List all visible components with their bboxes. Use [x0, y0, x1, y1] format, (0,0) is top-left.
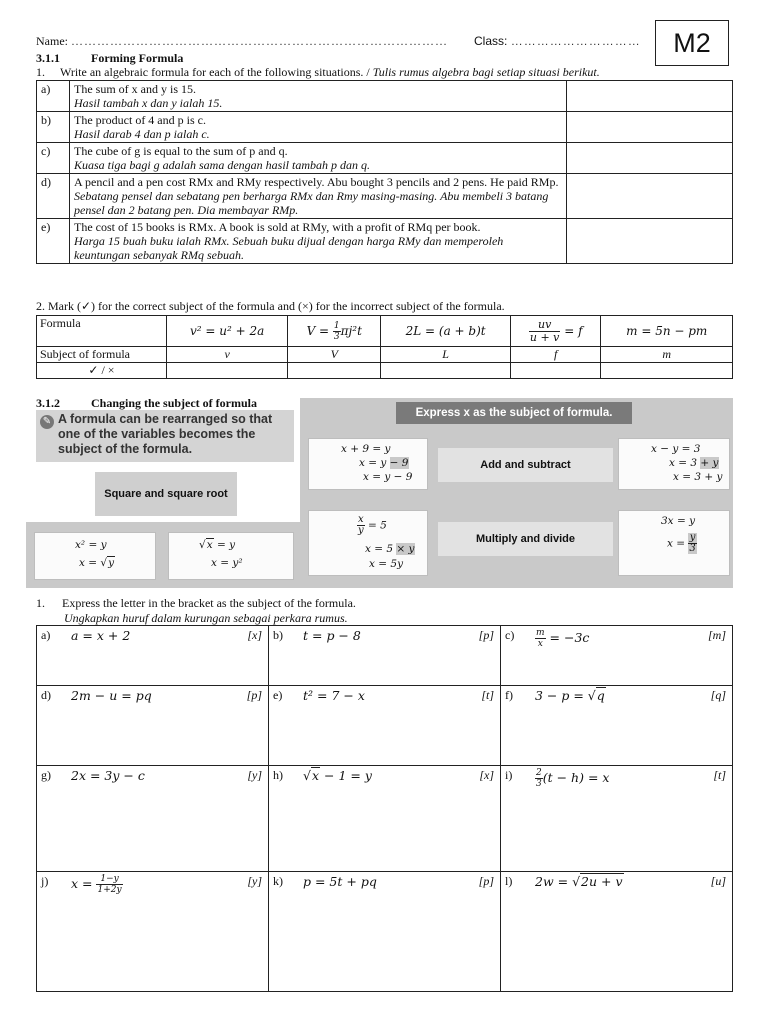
square-root-panel	[26, 522, 300, 588]
item-label: e)	[273, 688, 283, 702]
situation-english: The cost of 15 books is RMx. A book is sold at RMy, with a profit of RMq per book.	[74, 220, 481, 234]
mark-cell[interactable]	[601, 363, 733, 379]
situation-malay: Sebatang pensel dan sebatang pen berharga RMx dan Rmy masing-masing. Abu membeli 3 batang pensel dan 2 batang pen. Dia membayar RMp.	[74, 189, 549, 217]
equation: p = 5t + pq	[303, 874, 377, 889]
name-line	[36, 34, 448, 49]
table-row	[37, 363, 733, 379]
situation-text	[70, 112, 567, 143]
add-example-card: x + 9 = y x = y − 9 x = y − 9	[308, 438, 428, 490]
class-blank: …………………………	[510, 34, 641, 48]
equation: √x − 1 = y	[303, 768, 372, 783]
class-line	[474, 34, 641, 48]
item-j[interactable]	[37, 872, 269, 992]
subject-cell: V	[288, 347, 381, 363]
formula-cell: v² = u² + 2a	[167, 316, 288, 347]
target-variable: [t]	[481, 688, 494, 702]
subject-cell: L	[381, 347, 511, 363]
add-subtract-label: Add and subtract	[438, 448, 613, 482]
class-label: Class:	[474, 34, 508, 48]
name-blank: ……………………………………………………………………………	[71, 34, 448, 48]
situation-text	[70, 174, 567, 219]
formula-header: Formula	[37, 316, 167, 347]
situation-english: The cube of g is equal to the sum of p and q.	[74, 144, 288, 158]
item-label: a)	[41, 628, 51, 642]
target-variable: [p]	[478, 874, 494, 888]
question-number: 1.	[36, 65, 45, 79]
table-row	[37, 112, 733, 143]
row-label: e)	[37, 219, 70, 264]
table-row	[37, 766, 733, 872]
subject-cell: m	[601, 347, 733, 363]
divide-example-card: 3x = y x = $\frac{y}{3}$	[618, 510, 730, 576]
intro-panel	[36, 410, 294, 462]
situations-table	[36, 80, 733, 264]
equation: t = p − 8	[303, 628, 361, 643]
target-variable: [q]	[710, 688, 726, 702]
row-label: c)	[37, 143, 70, 174]
item-d[interactable]	[37, 686, 269, 766]
situation-text	[70, 143, 567, 174]
target-variable: [p]	[246, 688, 262, 702]
mark-label: ✓ / ×	[37, 363, 167, 379]
item-k[interactable]	[269, 872, 501, 992]
square-root-label: Square and square root	[95, 472, 237, 516]
item-label: i)	[505, 768, 513, 782]
question-malay: Tulis rumus algebra bagi setiap situasi berikut.	[372, 65, 600, 79]
section-title: Changing the subject of formula	[91, 396, 258, 410]
subject-cell: v	[167, 347, 288, 363]
target-variable: [u]	[710, 874, 726, 888]
equation: t² = 7 − x	[303, 688, 365, 703]
item-label: k)	[273, 874, 283, 888]
section-number: 3.1.1	[36, 51, 60, 65]
situation-english: The sum of x and y is 15.	[74, 82, 196, 96]
item-label: l)	[505, 874, 513, 888]
situation-text	[70, 219, 567, 264]
answer-cell[interactable]	[567, 143, 733, 174]
answer-cell[interactable]	[567, 112, 733, 143]
situation-english: A pencil and a pen cost RMx and RMy respectively. Abu bought 3 pencils and 2 pens. He paid RMp.	[74, 175, 559, 189]
situation-malay: Harga 15 buah buku ialah RMx. Sebuah buku dijual dengan harga RMy dan memperoleh keuntungan sebanyak RMq sebuah.	[74, 234, 504, 262]
info-icon: ✎	[40, 415, 54, 429]
situation-malay: Hasil darab 4 dan p ialah c.	[74, 127, 210, 141]
target-variable: [m]	[707, 628, 726, 642]
item-c[interactable]	[501, 626, 733, 686]
item-i[interactable]	[501, 766, 733, 872]
formula-cell: 2L = (a + b)t	[381, 316, 511, 347]
answer-cell[interactable]	[567, 81, 733, 112]
question-2-text: 2. Mark (✓) for the correct subject of the formula and (×) for the incorrect subject of the formula.	[36, 299, 505, 313]
table-row	[37, 81, 733, 112]
equation: a = x + 2	[71, 628, 131, 643]
name-label: Name:	[36, 34, 68, 48]
situation-english: The product of 4 and p is c.	[74, 113, 206, 127]
question-3-malay: Ungkapkan huruf dalam kurungan sebagai perkara rumus.	[64, 611, 348, 625]
equation: 3 − p = √q	[535, 688, 605, 703]
situation-malay: Hasil tambah x dan y ialah 15.	[74, 96, 223, 110]
table-row	[37, 686, 733, 766]
table-row	[37, 872, 733, 992]
section-number: 3.1.2	[36, 396, 60, 410]
item-label: h)	[273, 768, 283, 782]
subtract-example-card: x − y = 3 x = 3 + y x = 3 + y	[618, 438, 730, 490]
answer-cell[interactable]	[567, 219, 733, 264]
subject-label: Subject of formula	[37, 347, 167, 363]
table-row	[37, 626, 733, 686]
formula-cell: $\frac{uv}{u + v}$ = f	[511, 316, 601, 347]
multiply-example-card: $\frac{x}{y}$ = 5 x = 5 × y x = 5y	[308, 510, 428, 576]
question-english: Express the letter in the bracket as the subject of the formula.	[62, 596, 356, 610]
item-label: c)	[505, 628, 515, 642]
item-f[interactable]	[501, 686, 733, 766]
target-variable: [t]	[713, 768, 726, 782]
formula-cell: m = 5n − pm	[601, 316, 733, 347]
intro-text: A formula can be rearranged so that one of the variables becomes the subject of the formula.	[58, 412, 273, 456]
equation: $\frac{m}{x}$ = −3c	[536, 628, 590, 649]
item-g[interactable]	[37, 766, 269, 872]
mark-cell[interactable]	[167, 363, 288, 379]
question-english: Write an algebraic formula for each of the following situations. /	[60, 65, 370, 79]
item-label: f)	[505, 688, 513, 702]
table-row	[37, 316, 733, 347]
table-row	[37, 174, 733, 219]
badge: M2	[655, 20, 729, 66]
equation: $\frac{2}{3}$ (t − h) = x	[536, 768, 610, 789]
mark-cell[interactable]	[288, 363, 381, 379]
situation-text	[70, 81, 567, 112]
target-variable: [x]	[479, 768, 494, 782]
row-label: a)	[37, 81, 70, 112]
subject-cell: f	[511, 347, 601, 363]
section-heading-2	[36, 396, 257, 411]
question-number: 1.	[36, 596, 45, 610]
target-variable: [y]	[247, 874, 262, 888]
table-row	[37, 143, 733, 174]
express-title: Express x as the subject of formula.	[396, 402, 632, 424]
table-row	[37, 219, 733, 264]
section-heading-1	[36, 51, 183, 66]
equation: 2w = √2u + v	[535, 874, 623, 889]
formula-cell: V = $\frac{1}{3}$ πj²t	[288, 316, 381, 347]
item-label: d)	[41, 688, 51, 702]
item-b[interactable]	[269, 626, 501, 686]
target-variable: [p]	[478, 628, 494, 642]
question-1-text	[36, 65, 600, 80]
mark-cell[interactable]	[511, 363, 601, 379]
table-row	[37, 347, 733, 363]
row-label: b)	[37, 112, 70, 143]
mark-cell[interactable]	[381, 363, 511, 379]
target-variable: [y]	[247, 768, 262, 782]
situation-malay: Kuasa tiga bagi g adalah sama dengan hasil tambah p dan q.	[74, 158, 371, 172]
root-example-card: √x = y x = y²	[168, 532, 294, 580]
rearrange-table	[36, 625, 733, 992]
answer-cell[interactable]	[567, 174, 733, 219]
item-e[interactable]	[269, 686, 501, 766]
equation: x = $\frac{1-y}{1+2y}$	[71, 874, 122, 895]
item-h[interactable]	[269, 766, 501, 872]
item-a[interactable]	[37, 626, 269, 686]
multiply-divide-label: Multiply and divide	[438, 522, 613, 556]
question-3-text	[36, 596, 356, 611]
item-label: g)	[41, 768, 51, 782]
item-l[interactable]	[501, 872, 733, 992]
subject-formula-table	[36, 315, 733, 379]
express-panel	[300, 398, 733, 588]
item-label: j)	[41, 874, 49, 888]
section-title: Forming Formula	[91, 51, 184, 65]
row-label: d)	[37, 174, 70, 219]
square-example-card: x² = y x = √y	[34, 532, 156, 580]
item-label: b)	[273, 628, 283, 642]
target-variable: [x]	[247, 628, 262, 642]
equation: 2x = 3y − c	[71, 768, 145, 783]
equation: 2m − u = pq	[71, 688, 152, 703]
